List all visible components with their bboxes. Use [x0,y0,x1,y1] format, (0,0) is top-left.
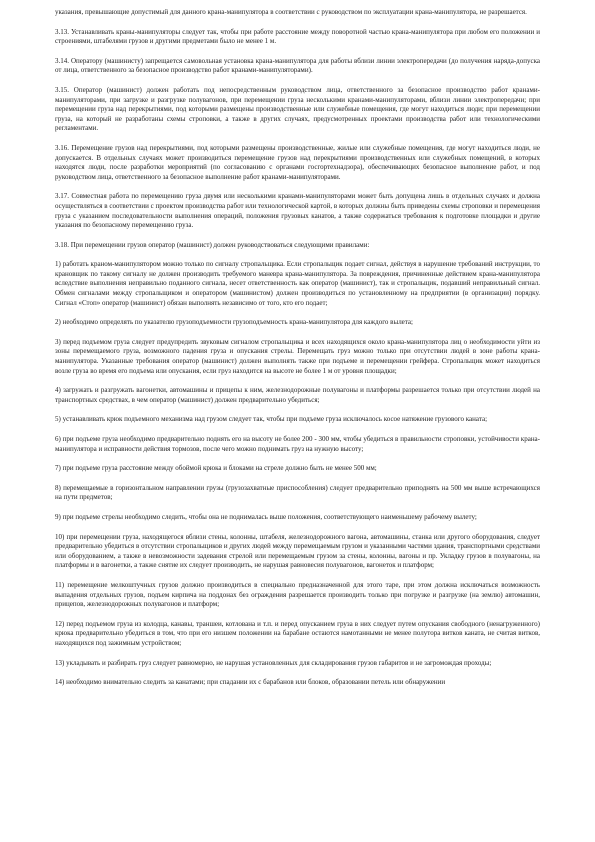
paragraph-3-14: 3.14. Оператору (машинисту) запрещается самовольная установка крана-манипулятора для работы вблизи линии электропередачи (до получения наряда-допуска от лица, ответственного за безопасное производство работ кранами-манипуляторами). [55,56,540,75]
list-item-13: 13) укладывать и разбирать груз следует равномерно, не нарушая установленных для складирования грузов габаритов и не загромождая проходы; [55,658,492,667]
list-item-9: 9) при подъеме стрелы необходимо следить, чтобы она не поднималась выше положения, соответствующего наименьшему рабочему вылету; [55,512,477,521]
list-item-14: 14) необходимо внимательно следить за канатами; при спадании их с барабанов или блоков, образовании петель или обнаружении [55,678,446,687]
list-item-8: 8) перемещаемые в горизонтальном направлении грузы (грузозахватные приспособления) следует предварительно приподнять на 500 мм выше встречающихся на пути предметов; [55,483,540,502]
list-item-1: 1) работать краном-манипулятором можно только по сигналу стропальщика. Если стропальщик подает сигнал, действуя в нарушение требований инструкции, то крановщик по такому сигналу не должен производить требуемого маневра крана-манипулятора. За повреждения, причиненные действием крана-манипулятора вследствие выполнения неправильно поданного сигнала, несет ответственность как оператор (машинист), так и стропальщик, подавший неправильный сигнал. Обмен сигналами между стропальщиком и оператором (машинистом) должен производиться по установленному на предприятии (в организации) порядку. Сигнал «Стоп» оператор (машинист) обязан выполнять независимо от того, кто его подает; [55,260,540,307]
list-item-6: 6) при подъеме груза необходимо предварительно поднять его на высоту не более 200 - 300 мм, чтобы убедиться в правильности строповки, устойчивости крана-манипулятора и исправности действия тормозов, после чего можно поднимать груз на нужную высоту; [55,435,540,453]
list-item-10: 10) при перемещении груза, находящегося вблизи стены, колонны, штабеля, железнодорожного вагона, автомашины, станка или другого оборудования, следует предварительно убедиться в отсутствии стропальщиков и других людей между перемещаемым грузом и указанными частями здания, транспортными средствами или оборудованием, а также в невозможности задевания стрелой или перемещаемым грузом за стены, колонны, вагоны и пр. Укладку грузов в полувагоны, на платформы и в вагонетки, а также снятие их следует производить, не нарушая равновесия полувагонов, вагонеток и платформ; [55,532,540,570]
paragraph-3-16: 3.16. Перемещение грузов над перекрытиями, под которыми размещены производственные, жилые или служебные помещения, где могут находиться люди, не допускается. В отдельных случаях может производиться перемещение грузов над перекрытиями производственных или служебных помещений, в которых находятся люди, после разработки мероприятий (по согласованию с органами госгортехнадзора), обеспечивающих безопасное выполнение работ, и под руководством лица, ответственного за безопасное выполнение работ кранами-манипуляторами. [55,143,540,181]
paragraph-3-17: 3.17. Совместная работа по перемещению груза двумя или несколькими кранами-манипуляторами может быть допущена лишь в отдельных случаях и должна осуществляться в соответствии с проектом производства работ или технологической картой, в которых должны быть приведены схемы строповки и перемещения груза с указанием последовательности выполнения операций, положения грузовых канатов, а также содержаться требования к подготовке площадки и другие указания по безопасному перемещению груза. [55,192,540,230]
paragraph-intro-continuation: указания, превышающие допустимый для данного крана-манипулятора в соответствии с руководством по эксплуатации крана-манипулятора, не разрешается. [55,8,527,16]
list-item-2: 2) необходимо определять по указателю грузоподъемности грузоподъемность крана-манипулятора для каждого вылета; [55,318,413,327]
list-item-12: 12) перед подъемом груза из колодца, канавы, траншеи, котлована и т.п. и перед опусканием груза в них следует путем опускания свободного (ненагруженного) крюка предварительно убедиться в том, что при его низшем положении на барабане остаются намотанными не менее полутора витков каната, не считая витков, находящихся под зажимным устройством; [55,619,540,647]
list-item-3: 3) перед подъемом груза следует предупредить звуковым сигналом стропальщика и всех находящихся около крана-манипулятора лиц о необходимости уйти из зоны перемещаемого груза, возможного падения груза и опускания стрелы. Перемещать груз можно только при отсутствии людей в зоне работы крана-манипулятора. Указанные требования оператор (машинист) должен выполнять также при подъеме и перемещении грейфера. Стропальщик может находиться возле груза во время его подъема или опускания, если груз находится на высоте не более 1 м от уровня площадки; [55,337,540,375]
list-item-4: 4) загружать и разгружать вагонетки, автомашины и прицепы к ним, железнодорожные полувагоны и платформы разрешается только при отсутствии людей на транспортных средствах, в чем оператор (машинист) должен предварительно убедиться; [55,386,540,404]
list-item-11: 11) перемещение мелкоштучных грузов должно производиться в специально предназначенной для этого таре, при этом должна исключаться возможность выпадения отдельных грузов, подъем кирпича на поддонах без ограждения разрешается производить только при погрузке и разгрузке (на землю) автомашин, прицепов, железнодорожных полувагонов и платформ; [55,580,540,609]
paragraph-3-15: 3.15. Оператор (машинист) должен работать под непосредственным руководством лица, ответственного за безопасное производство работ кранами-манипуляторами, при загрузке и разгрузке полувагонов, при перемещении груза несколькими кранами-манипуляторами, вблизи линии электропередачи; при перемещении груза над перекрытиями, под которыми размещены производственные или служебные помещения, где могут находиться люди; при перемещении груза, на который не разработаны схемы строповки, а также в других случаях, предусмотренных проектами производства работ или технологическими регламентами. [55,85,540,133]
paragraph-3-18: 3.18. При перемещении грузов оператор (машинист) должен руководствоваться следующими правилами: [55,240,370,249]
list-item-5: 5) устанавливать крюк подъемного механизма над грузом следует так, чтобы при подъеме груза исключалось косое натяжение грузового каната; [55,415,488,424]
list-item-7: 7) при подъеме груза расстояние между обоймой крюка и блоками на стреле должно быть не менее 500 мм; [55,464,377,473]
paragraph-3-13: 3.13. Устанавливать краны-манипуляторы следует так, чтобы при работе расстояние между поворотной частью крана-манипулятора при любом его положении и строениями, штабелями грузов и другими предметами было не менее 1 м. [55,27,540,46]
